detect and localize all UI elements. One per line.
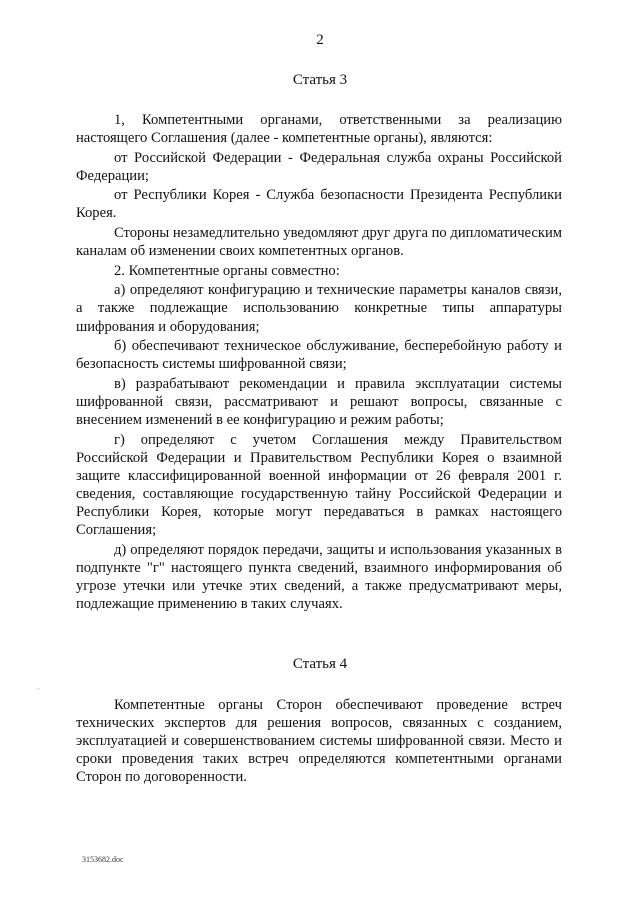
article-3-paragraph: г) определяют с учетом Соглашения между Правительством Российской Федерации и Правительством Республики Корея о взаимной защите классифицированной военной информации от 26 февраля 2001 г. сведения, составляющие государственную тайну Российской Федерации и Республики Корея, которые могут передаваться в рамках настоящего Соглашения; <box>76 431 562 539</box>
article-4-heading: Статья 4 <box>292 656 348 672</box>
article-4-paragraph: Компетентные органы Сторон обеспечивают проведение встреч технических экспертов для решения вопросов, связанных с созданием, эксплуатацией и совершенствованием системы шифрованной связи. Место и сроки проведения таких встреч определяются компетентными органами Сторон по договоренности. <box>76 697 562 786</box>
article-3-paragraph: 1, Компетентными органами, ответственными за реализацию настоящего Соглашения (далее - компетентные органы), являются: <box>76 112 562 147</box>
article-3-paragraph: от Российской Федерации - Федеральная служба охраны Российской Федерации; <box>76 149 562 184</box>
scan-speck <box>38 688 39 689</box>
footer-file-name: 3153682.doc <box>82 855 124 864</box>
article-3-paragraph: 2. Компетентные органы совместно: <box>114 262 340 279</box>
article-4-body <box>76 696 562 786</box>
page-number: 2 <box>316 32 324 48</box>
article-3-heading: Статья 3 <box>292 72 348 88</box>
article-3-paragraph: в) разрабатывают рекомендации и правила эксплуатации системы шифрованной связи, рассматривают и решают вопросы, связанные с внесением изменений в ее конфигурацию и режим работы; <box>76 375 562 428</box>
article-3-paragraph: а) определяют конфигурацию и технические параметры каналов связи, а также подлежащие использованию конкретные типы аппаратуры шифрования и оборудования; <box>76 282 562 335</box>
article-3-body <box>76 111 562 613</box>
article-3-paragraph: от Республики Корея - Служба безопасности Президента Республики Корея. <box>76 187 562 222</box>
article-3-paragraph: д) определяют порядок передачи, защиты и использования указанных в подпункте "г" настоящего пункта сведений, взаимного информирования об угрозе утечки или утечке этих сведений, а также предусматривают меры, подлежащие применению в таких случаях. <box>76 541 562 612</box>
article-3-paragraph: Стороны незамедлительно уведомляют друг друга по дипломатическим каналам об изменении своих компетентных органов. <box>76 225 562 260</box>
article-3-paragraph: б) обеспечивают техническое обслуживание, бесперебойную работу и безопасность системы шифрованной связи; <box>76 338 562 373</box>
